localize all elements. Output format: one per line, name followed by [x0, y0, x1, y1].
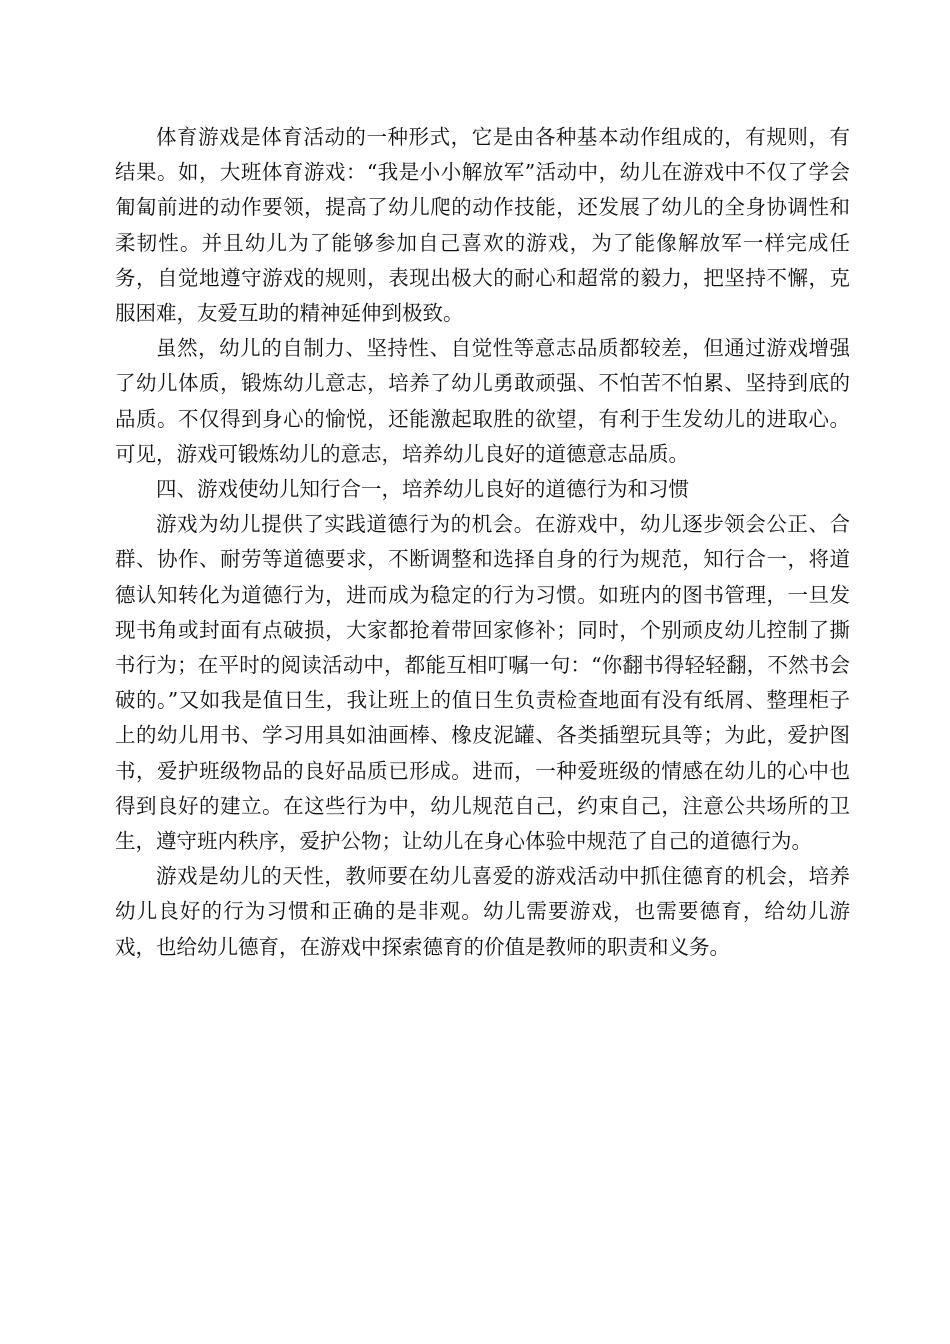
section-heading-four: 四、游戏使幼儿知行合一，培养幼儿良好的道德行为和习惯 — [156, 477, 689, 502]
document-body — [115, 120, 850, 965]
paragraph-conclusion: 游戏是幼儿的天性，教师要在幼儿喜爱的游戏活动中抓住德育的机会，培养幼儿良好的行为习惯和正确的是非观。幼儿需要游戏，也需要德育，给幼儿游戏，也给幼儿德育，在游戏中探索德育的价值是教师的职责和义务。 — [115, 864, 850, 959]
paragraph-willpower: 虽然，幼儿的自制力、坚持性、自觉性等意志品质都较差，但通过游戏增强了幼儿体质，锻炼幼儿意志，培养了幼儿勇敢顽强、不怕苦不怕累、坚持到底的品质。不仅得到身心的愉悦，还能激起取胜的欲望，有利于生发幼儿的进取心。可见，游戏可锻炼幼儿的意志，培养幼儿良好的道德意志品质。 — [115, 336, 850, 466]
paragraph-sports-games: 体育游戏是体育活动的一种形式，它是由各种基本动作组成的，有规则，有结果。如，大班体育游戏：“我是小小解放军”活动中，幼儿在游戏中不仅了学会匍匐前进的动作要领，提高了幼儿爬的动作技能，还发展了幼儿的全身协调性和柔韧性。并且幼儿为了能够参加自己喜欢的游戏，为了能像解放军一样完成任务，自觉地遵守游戏的规则，表现出极大的耐心和超常的毅力，把坚持不懈，克服困难，友爱互助的精神延伸到极致。 — [115, 125, 850, 326]
paragraph-moral-behavior: 游戏为幼儿提供了实践道德行为的机会。在游戏中，幼儿逐步领会公正、合群、协作、耐劳等道德要求，不断调整和选择自身的行为规范，知行合一，将道德认知转化为道德行为，进而成为稳定的行为习惯。如班内的图书管理，一旦发现书角或封面有点破损，大家都抢着带回家修补；同时，个别顽皮幼儿控制了撕书行为；在平时的阅读活动中，都能互相叮嘱一句：“你翻书得轻轻翻，不然书会破的。”又如我是值日生，我让班上的值日生负责检查地面有没有纸屑、整理柜子上的幼儿用书、学习用具如油画棒、橡皮泥罐、各类插塑玩具等；为此，爱护图书，爱护班级物品的良好品质已形成。进而，一种爱班级的情感在幼儿的心中也得到良好的建立。在这些行为中，幼儿规范自己，约束自己，注意公共场所的卫生，遵守班内秩序，爱护公物；让幼儿在身心体验中规范了自己的道德行为。 — [115, 512, 850, 854]
